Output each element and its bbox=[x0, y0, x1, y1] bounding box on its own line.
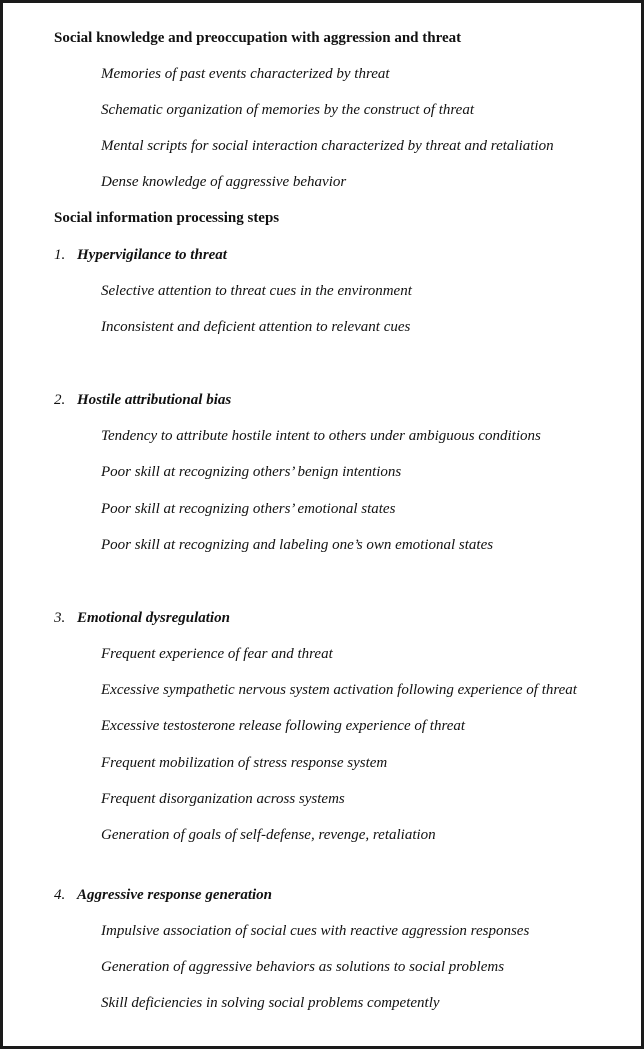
list-item: Frequent mobilization of stress response system bbox=[101, 755, 388, 771]
list-item: Selective attention to threat cues in the environment bbox=[101, 283, 412, 299]
list-item: Impulsive association of social cues with reactive aggression responses bbox=[101, 923, 530, 939]
step-title-hypervigilance: Hypervigilance to threat bbox=[77, 247, 227, 263]
list-item: Poor skill at recognizing others’ emotional states bbox=[101, 501, 396, 517]
list-item: Excessive sympathetic nervous system activation following experience of threat bbox=[101, 682, 577, 698]
list-item: Memories of past events characterized by threat bbox=[101, 66, 390, 82]
list-item: Dense knowledge of aggressive behavior bbox=[101, 174, 347, 190]
section-heading-processing-steps: Social information processing steps bbox=[54, 210, 280, 226]
list-item: Tendency to attribute hostile intent to others under ambiguous conditions bbox=[101, 428, 541, 444]
list-item: Inconsistent and deficient attention to relevant cues bbox=[101, 319, 411, 335]
step-title-aggressive-response-generation: Aggressive response generation bbox=[77, 887, 272, 903]
step-title-hostile-attributional-bias: Hostile attributional bias bbox=[77, 392, 232, 408]
step-number: 1. bbox=[54, 247, 66, 263]
list-item: Schematic organization of memories by the construct of threat bbox=[101, 102, 475, 118]
step-number: 2. bbox=[54, 392, 66, 408]
step-number: 3. bbox=[54, 610, 66, 626]
list-item: Poor skill at recognizing others’ benign intentions bbox=[101, 464, 402, 480]
step-number: 4. bbox=[54, 887, 66, 903]
list-item: Mental scripts for social interaction characterized by threat and retaliation bbox=[101, 138, 554, 154]
list-item: Skill deficiencies in solving social problems competently bbox=[101, 995, 440, 1011]
section-heading-social-knowledge: Social knowledge and preoccupation with aggression and threat bbox=[54, 30, 462, 46]
list-item: Generation of goals of self-defense, revenge, retaliation bbox=[101, 827, 436, 843]
step-title-emotional-dysregulation: Emotional dysregulation bbox=[77, 610, 230, 626]
list-item: Excessive testosterone release following experience of threat bbox=[101, 718, 466, 734]
list-item: Poor skill at recognizing and labeling one’s own emotional states bbox=[101, 537, 494, 553]
list-item: Frequent disorganization across systems bbox=[101, 791, 345, 807]
list-item: Frequent experience of fear and threat bbox=[101, 646, 333, 662]
list-item: Generation of aggressive behaviors as solutions to social problems bbox=[101, 959, 505, 975]
